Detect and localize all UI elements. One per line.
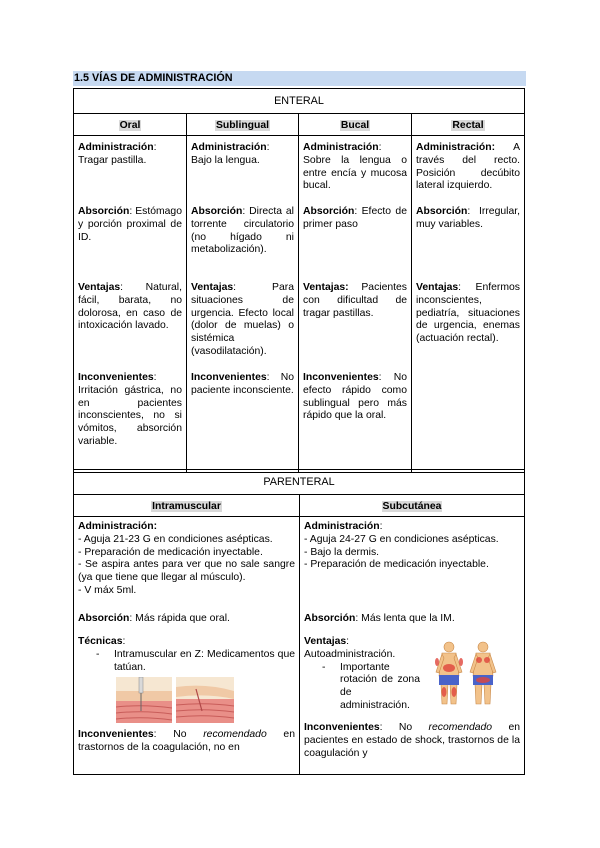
enteral-cell-sublingual: Administración: Bajo la lengua. Absorción: Directa al torrente circulatorio (no hígado ni metabolización). Ventajas: Para situaciones de urgencia. Efecto local (dolor de muelas) o sistémica (vasodilatación). Inconvenientes: No paciente inconsciente. [187, 136, 299, 473]
list-item: - Aguja 24-27 G en condiciones asépticas. [304, 533, 499, 545]
enteral-cell-oral: Administración: Tragar pastilla. Absorción: Estómago y porción proximal de ID. Ventajas: Natural, fácil, barata, no dolorosa, en caso de intoxicación lavado. Inconvenientes: Irritación gástrica, no en pacientes inconscientes, no si vómitos, absorción variable. [74, 136, 187, 473]
parenteral-table [73, 469, 525, 775]
enteral-cell-rectal: Administración: A través del recto. Posición decúbito lateral izquierdo. Absorción: Irregular, muy variables. Ventajas: Enfermos inconscientes, pediatría, situaciones de urgencia, enemas (actuación rectal). [412, 136, 525, 473]
enteral-cell-bucal: Administración: Sobre la lengua o entre encía y mucosa bucal. Absorción: Efecto de primer paso Ventajas: Pacientes con dificultad de tragar pastillas. Inconvenientes: No efecto rápido como sublingual pero más rápido que la oral. [299, 136, 412, 473]
enteral-title: ENTERAL [74, 89, 525, 114]
col-title-oral: Oral [74, 114, 187, 136]
list-item: - Importante rotación de zona de administración. [340, 662, 420, 713]
col-title-bucal: Bucal [299, 114, 412, 136]
list-item: - Intramuscular en Z: Medicamentos que tatúan. [114, 649, 295, 675]
col-title-subcutanea: Subcutánea [300, 495, 525, 517]
body-injection-sites-image [432, 640, 502, 708]
col-title-rectal: Rectal [412, 114, 525, 136]
parenteral-cell-subcutanea: Administración: - Aguja 24-27 G en condiciones asépticas. - Bajo la dermis. - Preparación de medicación inyectable. Absorción: Más lenta que la IM. Ventajas: Autoadministración. - Importante rotación de zona de administración. Inconvenientes: No recomendado en pacientes en estado de shock, trastornos de la coagulación y [300, 517, 525, 775]
section-heading: 1.5 VÍAS DE ADMINISTRACIÓN [73, 71, 526, 86]
list-item: - V máx 5ml. [78, 584, 137, 596]
col-title-intramuscular: Intramuscular [74, 495, 300, 517]
col-title-sublingual: Sublingual [187, 114, 299, 136]
list-item: - Preparación de medicación inyectable. [304, 559, 489, 571]
list-item: - Bajo la dermis. [304, 546, 380, 558]
list-item: - Se aspira antes para ver que no sale sangre (ya que tiene que llegar al músculo). [78, 559, 295, 584]
injection-step-2-image [176, 677, 234, 723]
z-injection-illustration [116, 677, 295, 723]
enteral-table [73, 88, 525, 473]
sc-admin-list [304, 534, 520, 572]
parenteral-title: PARENTERAL [74, 470, 525, 495]
injection-step-1-image [116, 677, 172, 723]
list-item: - Preparación de medicación inyectable. [78, 546, 263, 558]
im-admin-list [78, 534, 295, 598]
list-item: - Aguja 21-23 G en condiciones asépticas. [78, 533, 273, 545]
parenteral-cell-intramuscular: Administración: - Aguja 21-23 G en condiciones asépticas. - Preparación de medicación inyectable. - Se aspira antes para ver que no sale sangre (ya que tiene que llegar al músculo). - V máx 5ml. Absorción: Más rápida que oral. Técnicas: - Intramuscular en Z: Medicamentos que tatúan. Inconvenientes: No recomendado en trastornos de la coagulación, no en [74, 517, 300, 775]
